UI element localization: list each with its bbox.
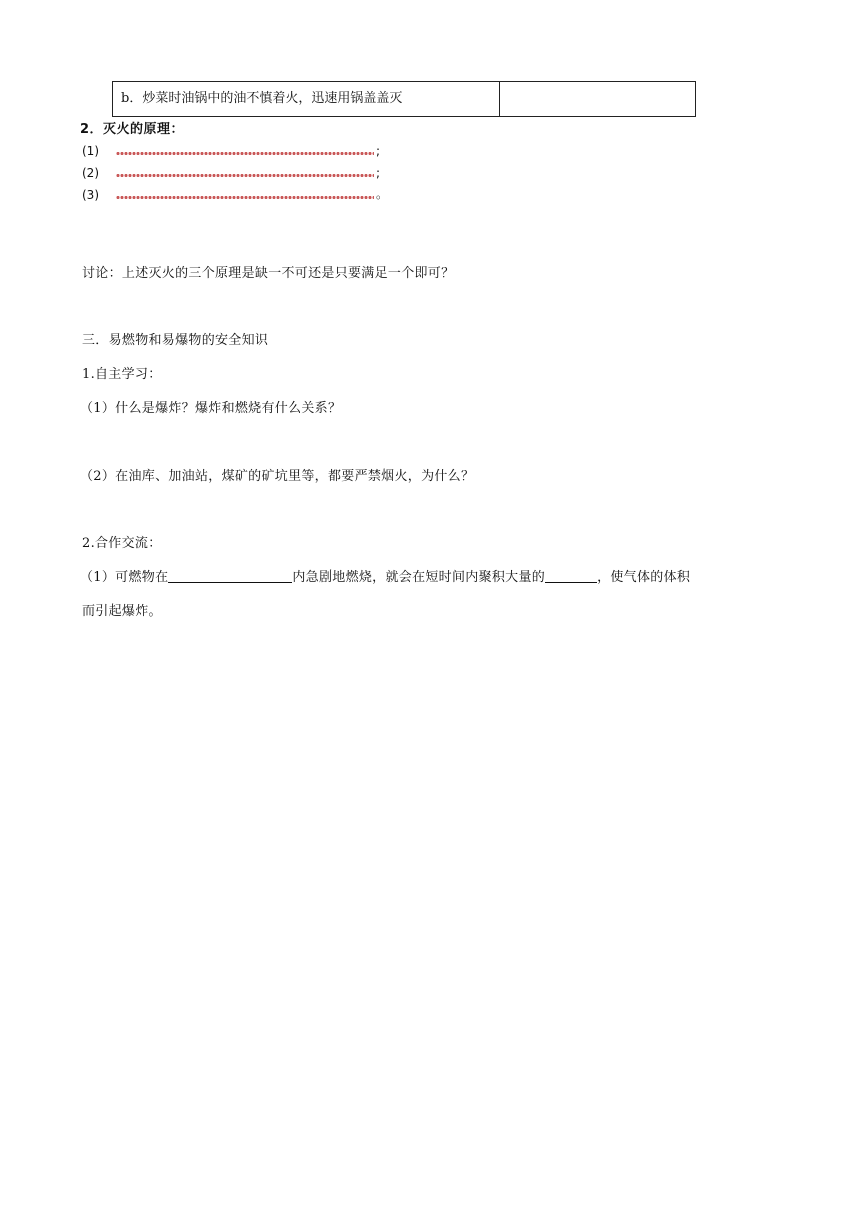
fill-text-part-1: （1）可燃物在 — [80, 570, 169, 585]
answer-blank-underline[interactable] — [116, 173, 374, 179]
principle-number: (1) — [82, 144, 99, 158]
section-3-heading: 三．易燃物和易爆物的安全知识 — [82, 333, 269, 348]
fill-text-part-3: ，使气体的体积 — [597, 570, 691, 585]
principle-number: (3) — [82, 188, 99, 202]
fill-in-sentence — [80, 566, 690, 585]
cooperation-label: 2.合作交流： — [82, 536, 162, 551]
fill-blank-1[interactable] — [168, 568, 292, 583]
principle-line-3[interactable] — [82, 186, 388, 202]
table-cell-question: b．炒菜时油锅中的油不慎着火，迅速用锅盖盖灭 — [113, 82, 500, 116]
principle-line-2[interactable] — [82, 164, 380, 180]
section-2-heading: 2．灭火的原理： — [80, 122, 185, 137]
principle-number: (2) — [82, 166, 99, 180]
principle-line-1[interactable] — [82, 142, 380, 158]
answer-blank-underline[interactable] — [116, 151, 374, 157]
question-1: （1）什么是爆炸？爆炸和燃烧有什么关系？ — [80, 401, 342, 416]
answer-table-row — [112, 81, 696, 117]
table-cell-answer[interactable] — [500, 82, 695, 116]
fill-blank-2[interactable] — [545, 568, 597, 583]
line-end-punctuation: 。 — [376, 187, 389, 201]
answer-blank-underline[interactable] — [116, 195, 374, 201]
discussion-question: 讨论：上述灭火的三个原理是缺一不可还是只要满足一个即可？ — [82, 266, 455, 281]
question-2: （2）在油库、加油站，煤矿的矿坑里等，都要严禁烟火，为什么？ — [80, 469, 475, 484]
line-end-punctuation: ; — [376, 144, 381, 158]
self-study-label: 1.自主学习： — [82, 367, 162, 382]
fill-in-sentence-line-2: 而引起爆炸。 — [82, 604, 162, 619]
fill-text-part-2: 内急剧地燃烧，就会在短时间内聚积大量的 — [292, 570, 546, 585]
line-end-punctuation: ; — [376, 166, 381, 180]
